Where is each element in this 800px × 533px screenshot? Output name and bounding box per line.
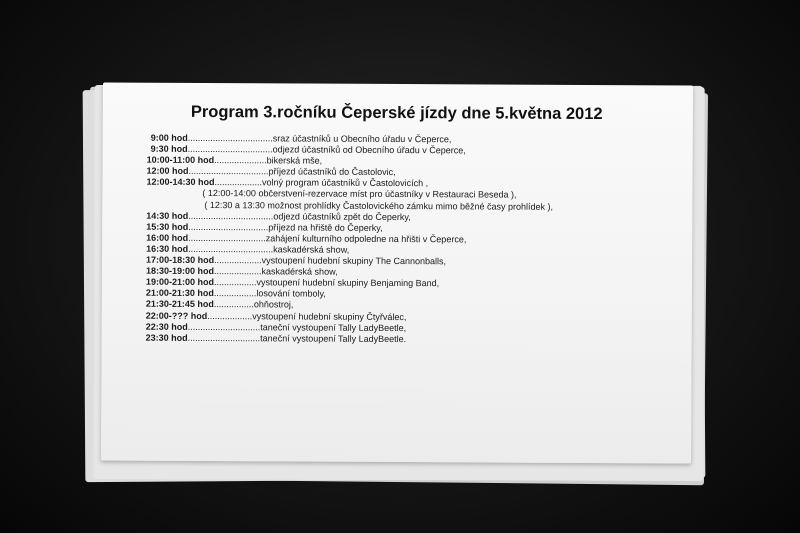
leader-dots: ................... <box>214 255 262 266</box>
leader-dots: .................................. <box>187 143 273 155</box>
schedule-time: 9:30 hod <box>150 143 188 154</box>
schedule-time: 14:30 hod <box>146 210 189 221</box>
schedule-note: ( 12:30 a 13:30 možnost prohlídky Častolovického zámku mimo běžné časy prohlídek ), <box>204 199 554 212</box>
schedule-description: zahájení kulturního odpoledne na hřišti v Čeperce, <box>265 233 467 245</box>
schedule-note: ( 12:00-14:00 občerstvení-rezervace míst pro účastníky v Restauraci Beseda ), <box>202 188 517 201</box>
schedule-description: kaskadérská show, <box>261 266 338 277</box>
schedule-description: kaskadérská show, <box>273 244 350 255</box>
schedule-time: 10:00-11:00 hod <box>146 154 215 166</box>
leader-dots: .................................. <box>188 210 274 222</box>
leader-dots: ................................ <box>188 166 269 177</box>
schedule-description: ohňostroj, <box>253 299 294 310</box>
schedule-time: 15:30 hod <box>146 221 189 232</box>
schedule-time: 17:00-18:30 hod <box>146 254 215 266</box>
schedule-description: taneční vystoupení Tally LadyBeetle, <box>260 321 407 333</box>
leader-dots: ................... <box>214 177 263 188</box>
schedule-time: 12:00-14:30 hod <box>146 177 215 188</box>
leader-dots: ................................ <box>188 221 269 233</box>
schedule-time: 23:30 hod <box>145 332 188 343</box>
schedule-time: 12:00 hod <box>146 165 189 177</box>
program-title: Program 3.ročníku Čeperské jízdy dne 5.května 2012 <box>190 102 603 124</box>
leader-dots: ................. <box>213 277 257 288</box>
schedule-time: 21:00-21:30 hod <box>145 287 214 299</box>
leader-dots: .................................. <box>188 243 274 255</box>
leader-dots: ............................. <box>187 332 261 343</box>
schedule-description: příjezd na hřiště do Čeperky, <box>268 222 383 233</box>
leader-dots: .................................. <box>187 132 273 144</box>
schedule-list <box>146 133 667 347</box>
leader-dots: ..................... <box>214 155 267 166</box>
schedule-description: volný program účastníků v Častolovicích , <box>261 177 429 189</box>
schedule-time: 16:00 hod <box>146 232 189 243</box>
schedule-description: odjezd účastníků zpět do Čeperky, <box>273 211 411 222</box>
schedule-description: příjezd účastníků do Častolovic, <box>268 166 396 178</box>
leader-dots: ................... <box>214 266 262 277</box>
schedule-description: bikerská mše, <box>266 155 323 166</box>
schedule-description: vystoupení hudební skupiny The Cannonballs, <box>261 255 447 267</box>
leader-dots: ................ <box>213 299 254 310</box>
schedule-row <box>146 332 666 346</box>
program-sheet <box>101 82 693 463</box>
leader-dots: ................. <box>213 288 257 299</box>
schedule-description: vystoupení hudební skupiny Čtyřválec, <box>252 310 407 322</box>
schedule-time: 21:30-21:45 hod <box>145 299 214 310</box>
paper-stack <box>80 84 706 484</box>
schedule-description: odjezd účastníků od Obecního úřadu v Čeperce, <box>272 144 466 156</box>
leader-dots: .................. <box>207 310 253 321</box>
schedule-description: taneční vystoupení Tally LadyBeetle. <box>260 332 407 344</box>
schedule-time: 9:00 hod <box>150 132 188 143</box>
schedule-time: 22:00-??? hod <box>145 310 208 321</box>
schedule-description: losování tomboly, <box>256 288 326 299</box>
schedule-description: vystoupení hudební skupiny Benjaming Band, <box>256 277 440 289</box>
schedule-time: 16:30 hod <box>146 243 189 254</box>
schedule-description: sraz účastníků u Obecního úřadu v Čeperce, <box>272 133 452 145</box>
schedule-time: 22:30 hod <box>145 321 188 332</box>
schedule-time: 19:00-21:00 hod <box>145 276 215 288</box>
schedule-time: 18:30-19:00 hod <box>145 265 215 277</box>
leader-dots: ............................... <box>188 232 266 244</box>
leader-dots: ............................. <box>187 321 261 332</box>
